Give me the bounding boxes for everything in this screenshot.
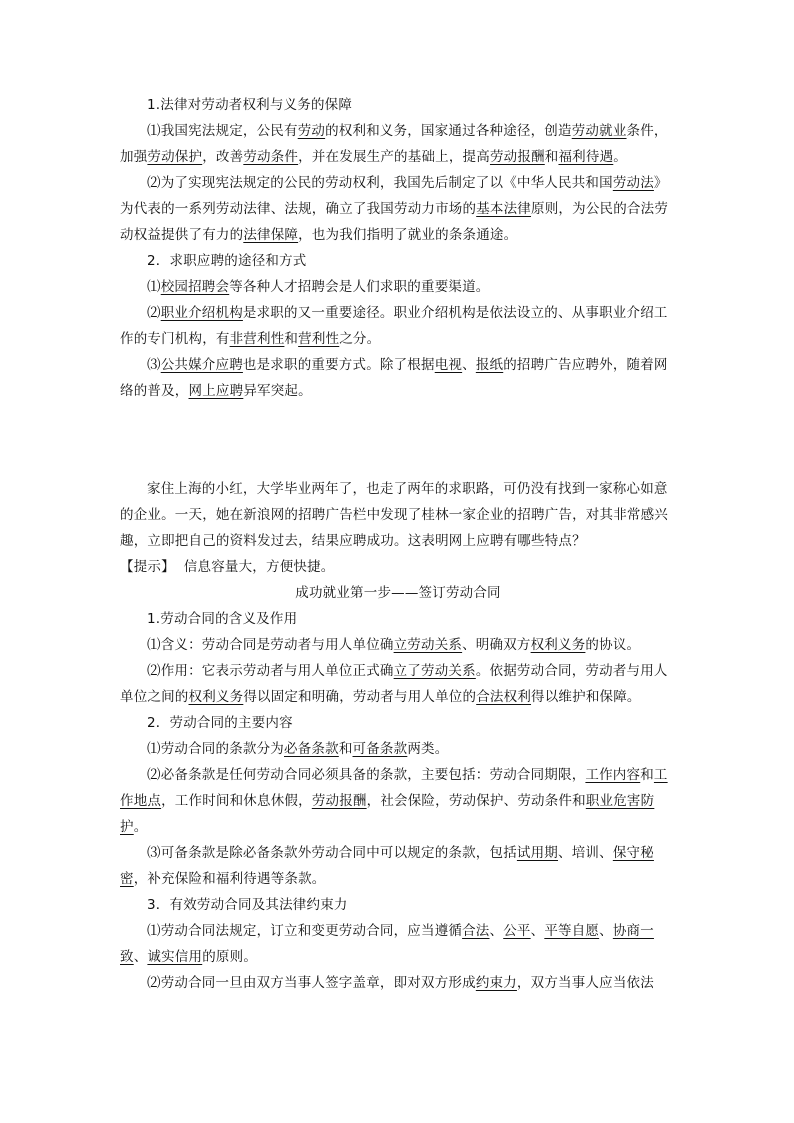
s2-title: 2．求职应聘的途径和方式 [147,253,307,269]
s2-p2: ⑵职业介绍机构是求职的又一重要途径。职业介绍机构是依法设立的、从事职业介绍工作的专门机构，有非营利性和营利性之分。 [120,305,668,347]
s1-title: 1.法律对劳动者权利与义务的保障 [147,97,353,113]
c2-p2: ⑵必备条款是任何劳动合同必须具备的条款，主要包括：劳动合同期限，工作内容和工作地点，工作时间和休息休假，劳动报酬，社会保险，劳动保护、劳动条件和职业危害防护。 [120,767,668,835]
hint: 【提示】 信息容量大，方便快捷。 [120,559,335,575]
c2-p1: ⑴劳动合同的条款分为必备条款和可备条款两类。 [147,741,449,757]
c3-p1: ⑴劳动合同法规定，订立和变更劳动合同，应当遵循合法、公平、平等自愿、协商一致、诚实信用的原则。 [120,923,654,965]
c3-p2: ⑵劳动合同一旦由双方当事人签字盖章，即对双方形成约束力，双方当事人应当依法 [147,975,654,991]
c1-p1: ⑴含义：劳动合同是劳动者与用人单位确立劳动关系、明确双方权利义务的协议。 [147,637,641,653]
s1-p2: ⑵为了实现宪法规定的公民的劳动权利，我国先后制定了以《中华人民共和国劳动法》为代表的一系列劳动法律、法规，确立了我国劳动力市场的基本法律原则，为公民的合法劳动权益提供了有力的法律保障，也为我们指明了就业的条条通途。 [120,175,669,243]
section-title: 成功就业第一步——签订劳动合同 [295,585,501,601]
document-page [120,92,676,996]
c2-title: 2．劳动合同的主要内容 [147,715,293,731]
s2-p1: ⑴校园招聘会等各种人才招聘会是人们求职的重要渠道。 [147,279,490,295]
hint-label: 【提示】 [120,559,175,575]
s1-p1: ⑴我国宪法规定，公民有劳动的权利和义务，国家通过各种途径，创造劳动就业条件，加强劳动保护，改善劳动条件，并在发展生产的基础上，提高劳动报酬和福利待遇。 [120,123,668,165]
case-text: 家住上海的小红，大学毕业两年了，也走了两年的求职路，可仍没有找到一家称心如意的企业。一天，她在新浪网的招聘广告栏中发现了桂林一家企业的招聘广告，对其非常感兴趣，立即把自己的资料发过去，结果应聘成功。这表明网上应聘有哪些特点？ [120,481,668,549]
c2-p3: ⑶可备条款是除必备条款外劳动合同中可以规定的条款，包括试用期、培训、保守秘密，补充保险和福利待遇等条款。 [120,845,654,887]
s2-p3: ⑶公共媒介应聘也是求职的重要方式。除了根据电视、报纸的招聘广告应聘外，随着网络的普及，网上应聘异军突起。 [120,357,668,399]
c1-title: 1.劳动合同的含义及作用 [147,611,298,627]
c1-p2: ⑵作用：它表示劳动者与用人单位正式确立了劳动关系。依据劳动合同，劳动者与用人单位之间的权利义务得以固定和明确，劳动者与用人单位的合法权利得以维护和保障。 [120,663,668,705]
c3-title: 3．有效劳动合同及其法律约束力 [147,897,348,913]
